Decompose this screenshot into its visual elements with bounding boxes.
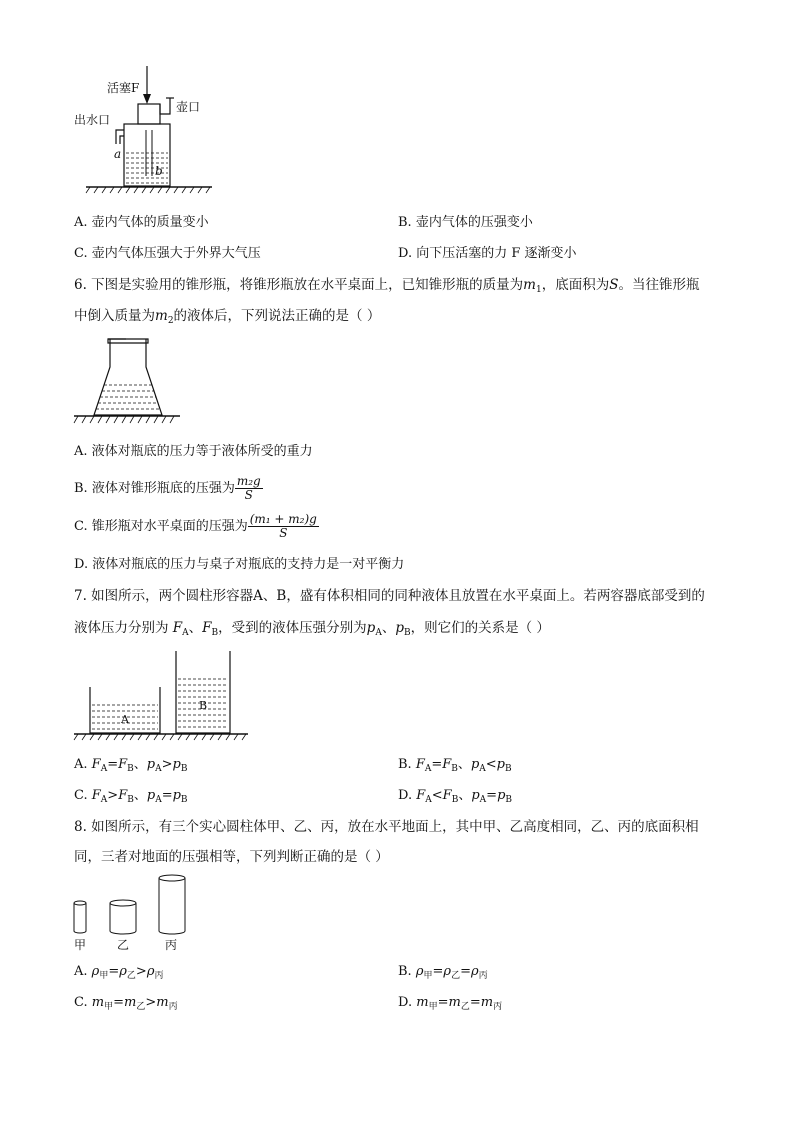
label-spout: 壶口 [176, 100, 201, 114]
container-a-label: A [121, 713, 129, 726]
q8-option-c: C. $m_甲=m_乙>m_丙$ [74, 995, 178, 1012]
q5-option-b: B. 壶内气体的压强变小 [398, 215, 533, 230]
q6-option-c: C. 锥形瓶对水平桌面的压强为 $\frac{\text{(m₁ + m₂)g}}{S}$ [74, 512, 317, 540]
q5-option-c: C. 壶内气体压强大于外界大气压 [74, 246, 261, 261]
cylinders-figure [70, 870, 200, 940]
label-piston: 活塞F [107, 81, 140, 95]
q6-line-2: 中倒入质量为$m_2$的液体后，下列说法正确的是（ ） [74, 308, 381, 326]
label-bing: 丙 [165, 938, 178, 952]
q8-option-b: B. $\rho_甲=\rho_乙=\rho_丙$ [398, 964, 488, 981]
container-b-label: B [199, 699, 208, 712]
q8-option-a: A. $\rho_甲=\rho_乙>\rho_丙$ [74, 964, 164, 981]
q7-line-2: 液体压力分别为 $F_A$、$F_B$，受到的液体压强分别为$p_A$、$p_B$，则它们的关系是（ ） [74, 620, 550, 638]
label-b: b [155, 164, 163, 178]
label-a: a [114, 147, 122, 161]
q5-option-d: D. 向下压活塞的力 F 逐渐变小 [398, 246, 577, 261]
q6-option-b: B. 液体对锥形瓶底的压强为 $\frac{\text{m₂g}}{S}$ [74, 474, 261, 502]
q6-option-a: A. 液体对瓶底的压力等于液体所受的重力 [74, 444, 313, 459]
label-outlet: 出水口 [74, 113, 111, 127]
label-yi: 乙 [117, 938, 130, 952]
q7-option-d: D. $F_A<F_B$、$p_A=p_B$ [398, 788, 513, 805]
q7-option-a: A. $F_A=F_B$、$p_A>p_B$ [74, 757, 188, 774]
teapot-figure [80, 60, 220, 200]
label-jia: 甲 [74, 938, 87, 952]
q7-line-1: 7. 如图所示，两个圆柱形容器A、B，盛有体积相同的同种液体且放置在水平桌面上。若两容器底部受到的 [74, 588, 705, 604]
q7-option-c: C. $F_A>F_B$、$p_A=p_B$ [74, 788, 188, 805]
q5-option-a: A. 壶内气体的质量变小 [74, 215, 209, 230]
q6-line-1: 6. 下图是实验用的锥形瓶，将锥形瓶放在水平桌面上，已知锥形瓶的质量为$m_1$，底面积为S。当往锥形瓶 [74, 277, 700, 295]
q8-line-1: 8. 如图所示，有三个实心圆柱体甲、乙、丙，放在水平地面上，其中甲、乙高度相同，乙、丙的底面积相 [74, 819, 699, 835]
containers-figure [72, 645, 252, 745]
q6-option-d: D. 液体对瓶底的压力与桌子对瓶底的支持力是一对平衡力 [74, 557, 405, 572]
flask-figure [72, 335, 192, 430]
q7-option-b: B. $F_A=F_B$、$p_A<p_B$ [398, 757, 512, 774]
q8-option-d: D. $m_甲=m_乙=m_丙$ [398, 995, 503, 1012]
q8-line-2: 同，三者对地面的压强相等，下列判断正确的是（ ） [74, 849, 389, 865]
